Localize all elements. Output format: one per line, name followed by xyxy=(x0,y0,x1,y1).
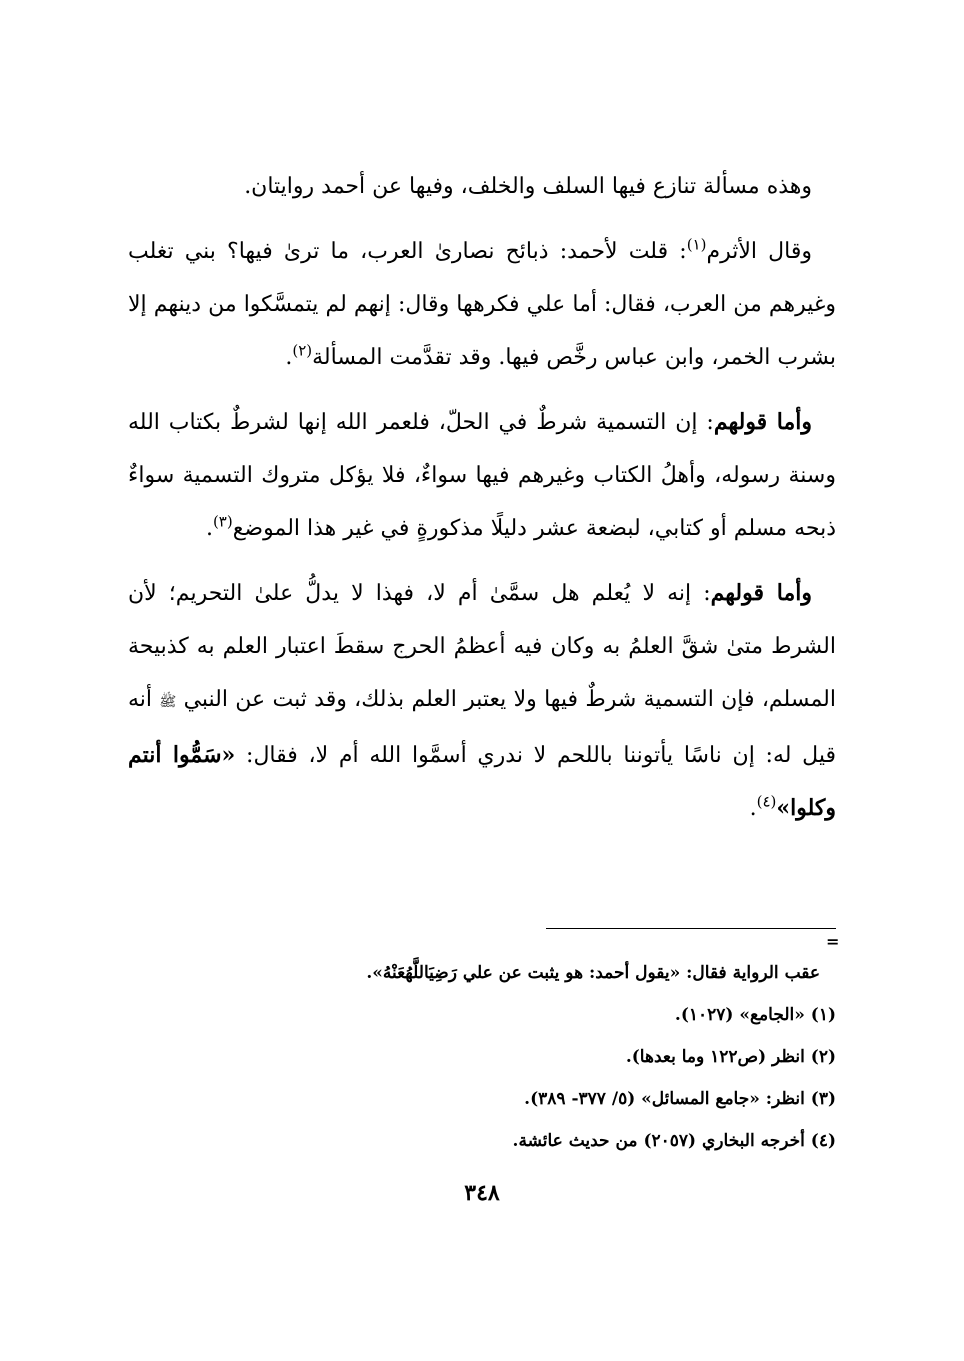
footnote-2: (٢) انظر (ص١٢٢ وما بعدها). xyxy=(625,1047,836,1067)
paragraph-text: : إن التسمية شرطٌ في الحلّ، فلعمر الله إنها لشرطٌ بكتاب الله وسنة رسوله، وأهلُ الكتاب وغيرهم فيها سواءٌ، فلا يؤكل متروك التسمية سواءٌ ذبحه مسلم أو كتابي، لبضعة عشر دليلًا مذكورةٍ في غير هذا الموضع xyxy=(128,410,836,541)
hadith-quote: «سَمُّوا أنتم وكلوا» xyxy=(128,742,836,821)
paragraph-tail: . xyxy=(749,796,757,821)
paragraph-2 xyxy=(128,225,836,384)
footnote-divider xyxy=(546,928,836,929)
paragraph-text-continued: أنه قيل له: إن ناسًا يأتوننا باللحم لا ندري أسمَّوا الله أم لا، فقال: xyxy=(128,687,836,768)
paragraph-4 xyxy=(128,567,836,835)
paragraph-lead: وأما قولهم xyxy=(710,580,812,606)
salawat-glyph: ﷺ xyxy=(159,694,177,710)
paragraph-lead: وأما قولهم xyxy=(713,409,813,435)
footnote-4: (٤) أخرجه البخاري (٢٠٥٧) من حديث عائشة. xyxy=(512,1131,836,1151)
paragraph-3 xyxy=(128,396,836,555)
main-text xyxy=(128,160,836,847)
footnotes xyxy=(128,958,836,1168)
footnote-continuation-marker: = xyxy=(826,932,840,951)
footnote-ref-2[interactable]: (٢) xyxy=(292,341,313,360)
paragraph-text: : قلت لأحمد: ذبائح نصارىٰ العرب، ما ترىٰ فيها؟ بني تغلب وغيرهم من العرب، فقال: أما علي فكرهها وقال: إنهم لم يتمسَّكوا من دينهم إلا بشرب الخمر، وابن عباس رخَّص فيها. وقد تقدَّمت المسألة xyxy=(128,239,836,370)
footnote-3: (٣) انظر: «جامع المسائل» (٥/ ٣٧٧- ٣٨٩). xyxy=(524,1089,836,1109)
paragraph-tail: . xyxy=(285,345,293,370)
footnote-ref-1[interactable]: (١) xyxy=(686,235,707,254)
footnote-ref-3[interactable]: (٣) xyxy=(212,512,233,531)
paragraph-1 xyxy=(128,160,836,213)
footnote-1: (١) «الجامع» (١٠٢٧). xyxy=(674,1005,836,1025)
paragraph-text: وهذه مسألة تنازع فيها السلف والخلف، وفيها عن أحمد روايتان. xyxy=(244,174,812,199)
paragraph-text: : إنه لا يُعلم هل سمَّىٰ أم لا، فهذا لا يدلُّ علىٰ التحريم؛ لأن الشرط متىٰ شقَّ العلمُ به وكان فيه أعظمُ الحرج سقطَ اعتبار العلم به كذبيحة المسلم، فإن التسمية شرطٌ فيها ولا يعتبر العلم بذلك، وقد ثبت عن النبي xyxy=(128,581,836,712)
footnote-continuation: عقب الرواية فقال: «يقول أحمد: هو يثبت عن علي رَضِيَاللَّهُعَنْهُ». xyxy=(366,963,820,983)
paragraph-text: وقال الأثرم xyxy=(706,239,812,264)
paragraph-tail: . xyxy=(205,516,213,541)
page-number: ٣٤٨ xyxy=(464,1180,500,1206)
footnote-ref-4[interactable]: (٤) xyxy=(756,792,777,811)
